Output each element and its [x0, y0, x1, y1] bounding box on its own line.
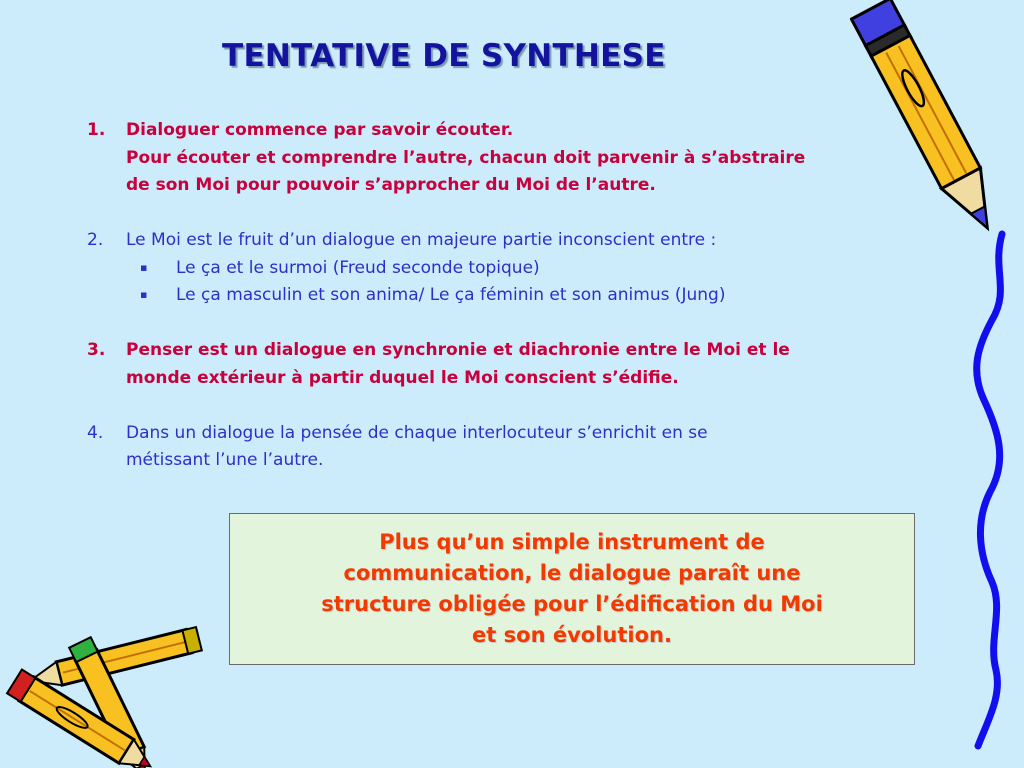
pencils-icon — [0, 620, 205, 768]
quote-line: structure obligée pour l’édification du Moi — [321, 592, 823, 616]
item-number: 1. — [87, 120, 106, 140]
bullet-text: Le ça et le surmoi (Freud seconde topique) — [176, 257, 540, 278]
item-text: métissant l’une l’autre. — [126, 450, 324, 470]
quote-box — [229, 513, 915, 665]
bullet-text: Le ça masculin et son anima/ Le ça féminin et son animus (Jung) — [176, 285, 726, 305]
bullet-icon: ▪ — [140, 260, 148, 274]
list-item — [87, 420, 917, 475]
item-text: Pour écouter et comprendre l’autre, chacun doit parvenir à s’abstraire — [126, 147, 806, 168]
item-text: Penser est un dialogue en synchronie et diachronie entre le Moi et le — [126, 340, 790, 360]
squiggle-line — [958, 230, 1024, 768]
bullet-item — [140, 282, 917, 310]
item-number: 4. — [87, 422, 104, 443]
quote-line: et son évolution. — [472, 623, 672, 647]
bullet-item — [140, 255, 917, 283]
item-text: de son Moi pour pouvoir s’approcher du Moi de l’autre. — [126, 175, 656, 195]
quote-line: Plus qu’un simple instrument de — [379, 530, 765, 554]
item-text: Le Moi est le fruit d’un dialogue en majeure partie inconscient entre : — [126, 230, 717, 250]
item-text: Dialoguer commence par savoir écouter. — [126, 120, 514, 140]
item-text: Dans un dialogue la pensée de chaque interlocuteur s’enrichit en se — [126, 422, 708, 443]
quote-text — [321, 527, 823, 651]
slide-title: TENTATIVE DE SYNTHESE — [222, 38, 666, 74]
list-item — [87, 337, 917, 392]
item-number: 2. — [87, 230, 104, 250]
list-item — [87, 227, 917, 255]
sub-bullets — [87, 255, 917, 310]
quote-line: communication, le dialogue paraît une — [343, 561, 801, 585]
item-text: monde extérieur à partir duquel le Moi conscient s’édifie. — [126, 367, 679, 388]
list-item — [87, 117, 917, 200]
bullet-icon: ▪ — [140, 288, 148, 301]
synthesis-list — [87, 117, 917, 475]
item-number: 3. — [87, 340, 106, 360]
pencil-icon — [850, 0, 1010, 250]
